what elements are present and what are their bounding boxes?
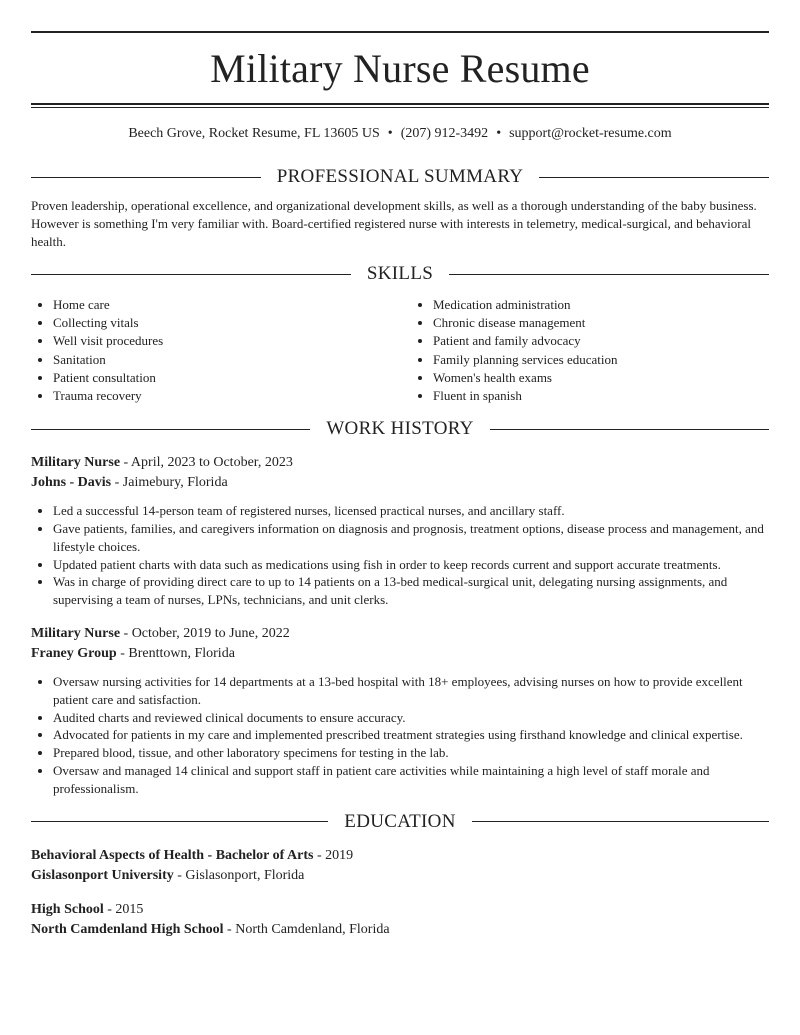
job-bullets	[31, 502, 769, 609]
section-header-skills	[31, 262, 769, 286]
education-entry	[31, 900, 769, 940]
summary-text: Proven leadership, operational excellence, and organizational development skills, as well as a thorough understanding of the baby business. However is something I'm very familiar with. Board-certified registered nurse with interests in telemetry, medical-surgical, and behavioral health.	[31, 198, 757, 249]
degree-year: - 2015	[103, 901, 144, 917]
resume-title: Military Nurse Resume	[210, 46, 590, 91]
job-bullet: • Led a successful 14-person team of registered nurses, licensed practical nurses, and ancillary staff.	[53, 502, 769, 520]
skill-item: • Sanitation	[53, 351, 389, 369]
section-title-education: EDUCATION	[344, 810, 456, 832]
degree-name: Behavioral Aspects of Health - Bachelor of Arts	[31, 847, 314, 863]
school-location: - Gislasonport, Florida	[173, 867, 305, 883]
section-header-summary	[31, 165, 769, 189]
work-entry	[31, 453, 769, 609]
skills-column-right	[411, 296, 769, 405]
skill-item: • Collecting vitals	[53, 314, 389, 332]
degree-line	[31, 846, 769, 866]
job-bullet: • Prepared blood, tissue, and other laboratory specimens for testing in the lab.	[53, 744, 769, 762]
job-bullet: • Was in charge of providing direct care to up to 14 patients on a 13-bed medical-surgical unit, delegating nursing assignments, and supervising a team of nurses, LPNs, technicians, and unit clerks.	[53, 573, 769, 609]
contact-phone: (207) 912-3492	[400, 126, 489, 141]
section-rule	[490, 429, 769, 430]
job-bullet: • Audited charts and reviewed clinical documents to ensure accuracy.	[53, 709, 769, 727]
section-header-education	[31, 810, 769, 834]
job-company-line	[31, 644, 769, 664]
job-company: Johns - Davis	[31, 475, 112, 491]
skills-list	[31, 296, 769, 405]
section-title-skills: SKILLS	[366, 263, 434, 284]
job-location: - Brenttown, Florida	[116, 646, 235, 661]
title-double-rule	[31, 103, 769, 108]
job-title-line	[31, 453, 769, 473]
skill-item: • Chronic disease management	[433, 314, 769, 332]
skill-item: • Patient consultation	[53, 369, 389, 387]
job-location: - Jaimebury, Florida	[111, 475, 228, 491]
school-line	[31, 920, 769, 940]
section-rule	[31, 274, 351, 275]
job-bullet: • Gave patients, families, and caregivers information on diagnosis and prognosis, treatment options, disease process and management, and lifestyle choices.	[53, 520, 769, 556]
contact-separator: •	[496, 126, 502, 141]
skill-item: • Women's health exams	[433, 369, 769, 387]
job-company: Franey Group	[31, 646, 117, 661]
skill-item: • Well visit procedures	[53, 332, 389, 350]
skill-item: • Home care	[53, 296, 389, 314]
contact-line	[31, 125, 769, 143]
job-company-line	[31, 473, 769, 493]
job-bullet: • Updated patient charts with data such as medications using fish in order to keep records current and support accurate treatments.	[53, 556, 769, 574]
job-dates: - April, 2023 to October, 2023	[120, 455, 293, 471]
job-dates: - October, 2019 to June, 2022	[120, 626, 290, 641]
section-rule	[31, 177, 261, 178]
resume-page	[31, 0, 769, 940]
degree-name: High School	[31, 901, 104, 917]
work-entry	[31, 624, 769, 798]
skill-item: • Patient and family advocacy	[433, 332, 769, 350]
section-rule	[31, 821, 328, 822]
school-location: - North Camdenland, Florida	[223, 921, 390, 937]
degree-line	[31, 900, 769, 920]
education-entry	[31, 846, 769, 886]
skill-item: • Family planning services education	[433, 351, 769, 369]
job-bullet: • Oversaw nursing activities for 14 departments at a 13-bed hospital with 18+ employees, advising nurses on how to provide excellent patient care and satisfaction.	[53, 673, 769, 709]
contact-email: support@rocket-resume.com	[509, 126, 672, 141]
section-title-work: WORK HISTORY	[326, 418, 474, 440]
section-rule	[539, 177, 769, 178]
contact-address: Beech Grove, Rocket Resume, FL 13605 US	[128, 126, 380, 141]
section-rule	[472, 821, 769, 822]
degree-year: - 2019	[313, 847, 354, 863]
section-header-work	[31, 417, 769, 441]
job-bullet: • Advocated for patients in my care and implemented prescribed treatment strategies using firsthand knowledge and clinical expertise.	[53, 726, 769, 744]
school-name: Gislasonport University	[31, 867, 174, 883]
skill-item: • Trauma recovery	[53, 387, 389, 405]
job-bullets	[31, 673, 769, 798]
skill-item: • Fluent in spanish	[433, 387, 769, 405]
skills-column-left	[31, 296, 389, 405]
job-role: Military Nurse	[31, 626, 121, 641]
section-rule	[31, 429, 310, 430]
skill-item: • Medication administration	[433, 296, 769, 314]
section-rule	[449, 274, 769, 275]
job-role: Military Nurse	[31, 455, 121, 471]
school-line	[31, 866, 769, 886]
job-bullet: • Oversaw and managed 14 clinical and support staff in patient care activities while maintaining a high level of staff morale and professionalism.	[53, 762, 769, 798]
job-title-line	[31, 624, 769, 644]
school-name: North Camdenland High School	[31, 921, 224, 937]
section-title-summary: PROFESSIONAL SUMMARY	[276, 166, 524, 187]
contact-separator: •	[387, 126, 393, 141]
